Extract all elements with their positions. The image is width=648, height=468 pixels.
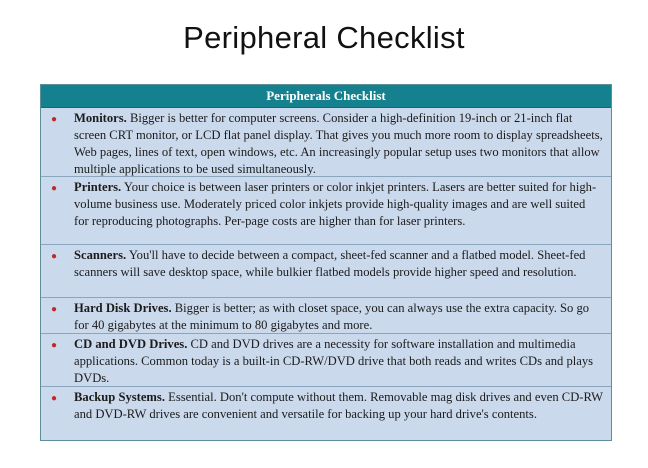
row-body: Bigger is better; as with closet space, you can always use the extra capacity. So go for 40 gigabytes at the minimum to 80 gigabytes and more.	[74, 301, 590, 332]
row-body: Bigger is better for computer screens. Consider a high-definition 19-inch or 21-inch flat screen CRT monitor, or LCD flat panel display. That gives you much more room to display spreadsheets, Web pages, lines of text, open windows, etc. An increasingly popular setup uses two monitors that allow multiple applications to be used simultaneously.	[74, 111, 603, 176]
slide-title: Peripheral Checklist	[183, 20, 465, 55]
bullet-icon: ●	[51, 114, 58, 125]
row-text	[74, 247, 603, 281]
bullet-icon: ●	[51, 304, 58, 315]
row-body: CD and DVD drives are a necessity for software installation and multimedia applications. Common today is a built-in CD-RW/DVD drive that both reads and writes CDs and plays DVDs.	[74, 337, 594, 385]
peripherals-checklist-table	[40, 84, 612, 441]
row-title: Hard Disk Drives.	[74, 301, 172, 315]
bullet-icon: ●	[51, 340, 58, 351]
row-body: You'll have to decide between a compact, sheet-fed scanner and a flatbed model. Sheet-fed scanners will save desktop space, while bulkier flatbed models provide higher speed and resolution.	[74, 248, 586, 279]
row-title: Monitors.	[74, 111, 127, 125]
checklist-row-cd-dvd-drives	[41, 334, 611, 387]
row-text	[74, 110, 603, 178]
checklist-row-monitors	[41, 108, 611, 177]
bullet-icon: ●	[51, 183, 58, 194]
checklist-row-backup-systems	[41, 387, 611, 440]
row-text	[74, 300, 603, 334]
row-title: CD and DVD Drives.	[74, 337, 188, 351]
row-text	[74, 389, 603, 423]
row-title: Printers.	[74, 180, 122, 194]
row-text	[74, 336, 603, 387]
row-body: Essential. Don't compute without them. Removable mag disk drives and even CD-RW and DVD-RW drives are convenient and versatile for backing up your hard drive's contents.	[74, 390, 603, 421]
bullet-icon: ●	[51, 251, 58, 262]
checklist-row-hard-disk-drives	[41, 298, 611, 334]
row-title: Scanners.	[74, 248, 127, 262]
bullet-icon: ●	[51, 393, 58, 404]
row-title: Backup Systems.	[74, 390, 165, 404]
checklist-row-printers	[41, 177, 611, 245]
checklist-row-scanners	[41, 245, 611, 298]
table-header: Peripherals Checklist	[41, 85, 611, 108]
row-text	[74, 179, 603, 230]
row-body: Your choice is between laser printers or color inkjet printers. Lasers are better suited for high-volume business use. Moderately priced color inkjets provide high-quality images and are well suited for reproducing photographs. Per-page costs are higher than for laser printers.	[74, 180, 597, 228]
